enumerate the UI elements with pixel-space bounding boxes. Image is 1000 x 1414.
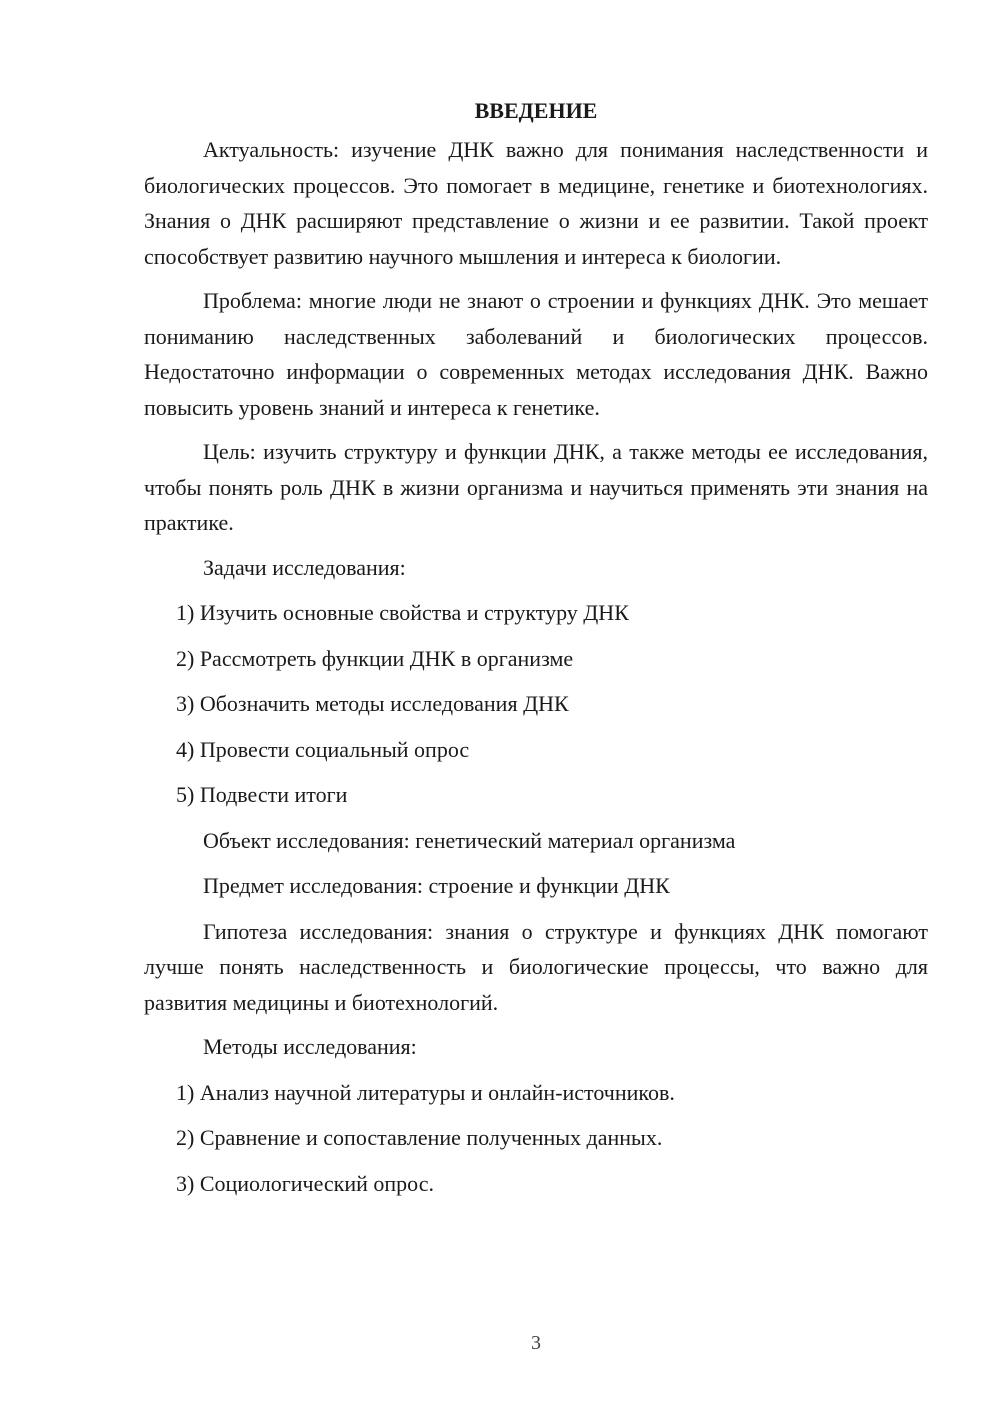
method-item: 3) Социологический опрос. [176, 1170, 434, 1196]
document-page [144, 94, 928, 1211]
task-item: 5) Подвести итоги [176, 782, 348, 807]
task-item: 1) Изучить основные свойства и структуру ДНК [176, 600, 629, 625]
task-item: 4) Провести социальный опрос [176, 736, 470, 762]
research-object: Объект исследования: генетический материал организма [203, 827, 736, 853]
page-title: ВВЕДЕНИЕ [474, 98, 598, 123]
methods-heading: Методы исследования: [203, 1034, 417, 1059]
task-item: 3) Обозначить методы исследования ДНК [176, 691, 569, 716]
task-item: 2) Рассмотреть функции ДНК в организме [176, 645, 574, 671]
method-item: 2) Сравнение и сопоставление полученных данных. [176, 1125, 663, 1150]
problem-paragraph: Проблема: многие люди не знают о строении и функциях ДНК. Это мешает пониманию наследственных заболеваний и биологических процессов. Недостаточно информации о современных методах исследования ДНК. Важно повысить уровень знаний и интереса к генетике. [144, 288, 928, 420]
research-subject: Предмет исследования: строение и функции ДНК [203, 873, 670, 898]
goal-paragraph: Цель: изучить структуру и функции ДНК, а также методы ее исследования, чтобы понять роль ДНК в жизни организма и научиться применять эти знания на практике. [144, 439, 928, 535]
method-item: 1) Анализ научной литературы и онлайн-источников. [176, 1079, 675, 1105]
relevance-paragraph: Актуальность: изучение ДНК важно для понимания наследственности и биологических процессов. Это помогает в медицине, генетике и биотехнологиях. Знания о ДНК расширяют представление о жизни и ее развитии. Такой проект способствует развитию научного мышления и интереса к биологии. [144, 137, 928, 269]
tasks-heading: Задачи исследования: [203, 554, 406, 580]
page-number: 3 [531, 1332, 541, 1354]
hypothesis-paragraph: Гипотеза исследования: знания о структуре и функциях ДНК помогают лучше понять наследственность и биологические процессы, что важно для развития медицины и биотехнологий. [144, 918, 928, 1015]
